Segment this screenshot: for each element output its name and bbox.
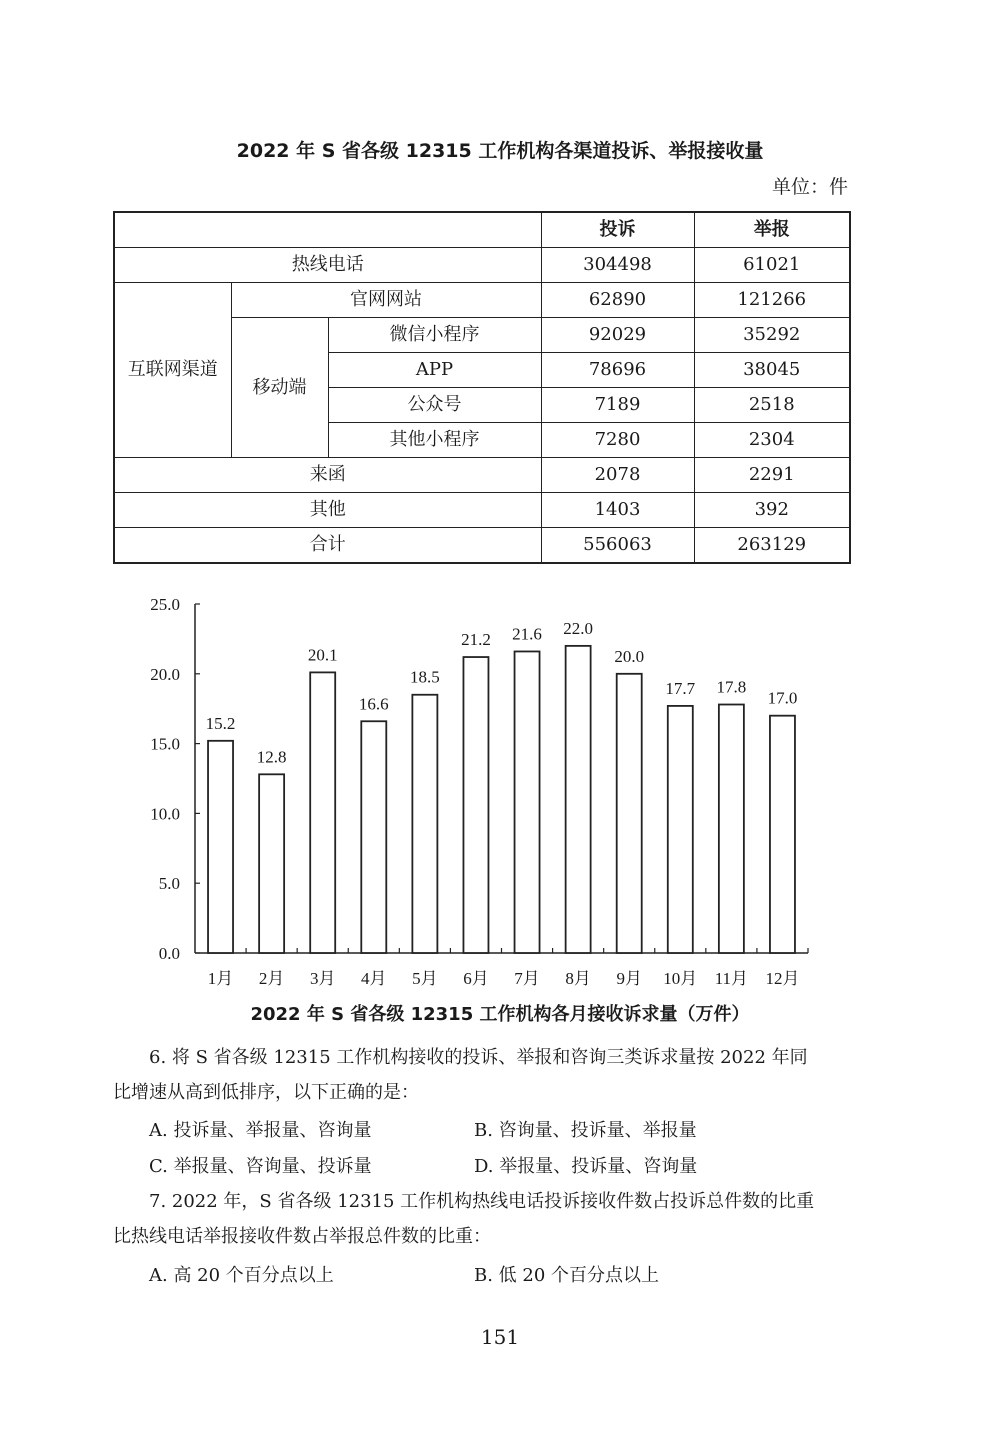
group-label-mobile: 移动端	[231, 318, 328, 458]
table-title: 2022 年 S 省各级 12315 工作机构各渠道投诉、举报接收量	[236, 140, 764, 162]
y-tick-label: 10.0	[150, 804, 180, 824]
monthly-bar-chart	[0, 590, 1000, 995]
option-6a: A. 投诉量、举报量、咨询量	[149, 1120, 372, 1141]
bar-value-label: 17.0	[767, 688, 798, 708]
option-7a: A. 高 20 个百分点以上	[149, 1265, 334, 1286]
row-label: 其他	[114, 493, 541, 528]
row-label: 微信小程序	[328, 318, 541, 353]
x-tick-label: 6月	[463, 969, 489, 988]
bar-value-label: 12.8	[256, 747, 287, 767]
x-tick-label: 7月	[514, 969, 540, 988]
y-tick-label: 5.0	[158, 874, 180, 894]
complaint-cell: 556063	[541, 528, 694, 564]
report-cell: 38045	[694, 353, 850, 388]
complaint-cell: 92029	[541, 318, 694, 353]
option-7b: B. 低 20 个百分点以上	[474, 1265, 660, 1286]
row-label: 官网网站	[231, 283, 541, 318]
x-tick-label: 9月	[616, 969, 642, 988]
report-cell: 263129	[694, 528, 850, 564]
y-tick-label: 25.0	[150, 595, 180, 614]
x-tick-label: 8月	[565, 969, 591, 988]
bar	[310, 672, 335, 953]
option-6c: C. 举报量、咨询量、投诉量	[149, 1156, 372, 1177]
question-7-stem-line1: 7. 2022 年，S 省各级 12315 工作机构热线电话投诉接收件数占投诉总件数的比重	[149, 1191, 815, 1212]
y-tick-label: 20.0	[150, 664, 180, 684]
complaint-cell: 78696	[541, 353, 694, 388]
table-row	[114, 248, 850, 283]
bar-value-label: 18.5	[410, 667, 440, 687]
group-label-internet: 互联网渠道	[114, 283, 231, 458]
bar	[515, 651, 540, 953]
x-tick-label: 11月	[714, 969, 749, 988]
complaint-cell: 2078	[541, 458, 694, 493]
x-tick-label: 2月	[258, 969, 285, 988]
report-cell: 35292	[694, 318, 850, 353]
report-cell: 61021	[694, 248, 850, 283]
complaint-cell: 1403	[541, 493, 694, 528]
report-cell: 392	[694, 493, 850, 528]
x-tick-label: 10月	[663, 969, 698, 988]
option-6b: B. 咨询量、投诉量、举报量	[474, 1120, 697, 1141]
option-6d: D. 举报量、投诉量、咨询量	[474, 1156, 698, 1177]
report-cell: 2518	[694, 388, 850, 423]
question-7	[113, 1184, 853, 1254]
table-row	[114, 493, 850, 528]
x-tick-label: 5月	[412, 969, 438, 988]
row-label: 热线电话	[114, 248, 541, 283]
row-label: 公众号	[328, 388, 541, 423]
bar	[361, 721, 386, 953]
question-6	[113, 1040, 853, 1110]
bar	[770, 716, 795, 953]
bar	[463, 657, 488, 953]
complaint-cell: 62890	[541, 283, 694, 318]
report-cell: 2304	[694, 423, 850, 458]
bar-value-label: 17.8	[716, 677, 747, 697]
bar-value-label: 20.0	[614, 646, 645, 666]
bar	[668, 706, 693, 953]
x-tick-label: 1月	[207, 969, 234, 988]
bar-value-label: 22.0	[563, 618, 593, 638]
bar-value-label: 16.6	[358, 694, 389, 714]
row-label: 合计	[114, 528, 541, 564]
y-tick-label: 0.0	[158, 944, 180, 963]
bar-value-label: 20.1	[307, 645, 338, 665]
complaint-cell: 7189	[541, 388, 694, 423]
bar	[259, 774, 284, 953]
report-cell: 121266	[694, 283, 850, 318]
header-complaint: 投诉	[541, 212, 694, 248]
bar-value-label: 15.2	[205, 713, 236, 733]
question-7-stem-line2: 比热线电话举报接收件数占举报总件数的比重：	[113, 1226, 491, 1247]
bar	[566, 646, 591, 953]
table-row-total	[114, 528, 850, 564]
table-row	[114, 283, 850, 318]
x-tick-label: 3月	[309, 969, 336, 988]
page-number: 151	[480, 1325, 520, 1349]
row-label: 来函	[114, 458, 541, 493]
bar-value-label: 17.7	[665, 678, 696, 698]
bar-value-label: 21.2	[461, 630, 491, 650]
bar	[719, 705, 744, 953]
complaint-cell: 304498	[541, 248, 694, 283]
table-row	[114, 458, 850, 493]
chart-title: 2022 年 S 省各级 12315 工作机构各月接收诉求量（万件）	[250, 1004, 750, 1025]
header-blank-cell	[114, 212, 541, 248]
table-unit: 单位：件	[771, 176, 848, 198]
bar-value-label: 21.6	[512, 624, 542, 644]
question-6-stem-line2: 比增速从高到低排序，以下正确的是：	[113, 1082, 419, 1103]
x-tick-label: 12月	[765, 969, 800, 988]
bar	[208, 741, 233, 953]
report-cell: 2291	[694, 458, 850, 493]
table-header-row	[114, 212, 850, 248]
channel-table	[113, 211, 851, 564]
x-tick-label: 4月	[361, 969, 387, 988]
header-report: 举报	[694, 212, 850, 248]
y-tick-label: 15.0	[150, 734, 180, 754]
bar	[412, 695, 437, 953]
question-6-stem-line1: 6. 将 S 省各级 12315 工作机构接收的投诉、举报和咨询三类诉求量按 2022 年同	[149, 1047, 808, 1068]
complaint-cell: 7280	[541, 423, 694, 458]
row-label: APP	[328, 353, 541, 388]
row-label: 其他小程序	[328, 423, 541, 458]
bar	[617, 674, 642, 953]
